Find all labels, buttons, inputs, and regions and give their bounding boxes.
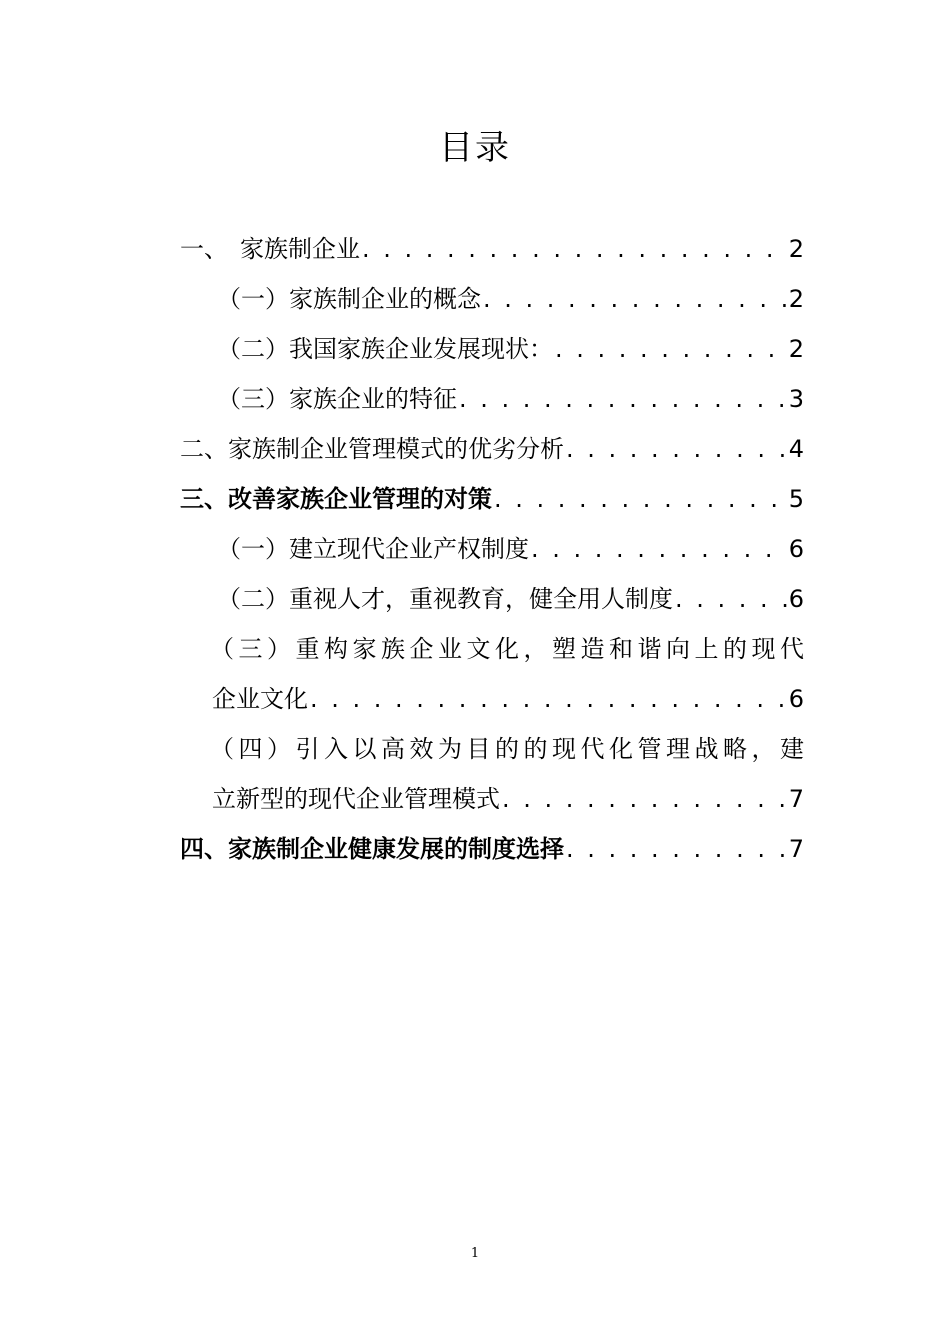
toc-page-number: 7 [788,785,804,813]
toc-label: 二、家族制企业管理模式的优劣分析 [180,435,564,463]
toc-leader-dots [310,674,787,724]
toc-label-line2: 立新型的现代企业管理模式 [212,785,500,813]
toc-entry-3-1[interactable] [180,524,804,574]
toc-entry-1-2[interactable] [180,324,804,374]
toc-label: 四、家族制企业健康发展的制度选择 [180,835,564,863]
toc-leader-dots [502,774,787,824]
page-number: 1 [470,1246,480,1261]
toc-entry-1-1[interactable] [180,274,804,324]
page-title: 目录 [439,128,511,168]
toc-entry-2[interactable] [180,424,804,474]
toc-page-number: 5 [788,485,804,513]
toc-label-line1: （三）重构家族企业文化，塑造和谐向上的现代 [210,635,804,663]
toc-label: （一）建立现代企业产权制度 [217,535,529,563]
toc-entry-1[interactable] [180,224,804,274]
toc-entry-3-3[interactable] [180,624,804,724]
toc-page-number: 6 [788,585,804,613]
toc-entry-1-3[interactable] [180,374,804,424]
toc-page-number: 6 [788,685,804,713]
toc-entry-3[interactable] [180,474,804,524]
toc-leader-dots [362,224,787,274]
toc-label-line1: （四）引入以高效为目的的现代化管理战略，建 [210,735,804,763]
toc-leader-dots [459,374,787,424]
toc-entry-3-4[interactable] [180,724,804,824]
toc-page-number: 6 [788,535,804,563]
toc-label: 一、 家族制企业 [180,235,360,263]
toc-leader-dots [566,424,787,474]
toc-leader-dots [531,524,787,574]
toc-page-number: 2 [788,235,804,263]
toc-page-number: 4 [788,435,804,463]
toc-label: （三）家族企业的特征 [217,385,457,413]
toc-page-number: 3 [788,385,804,413]
toc-page-number: 2 [788,285,804,313]
toc-label: （一）家族制企业的概念 [217,285,481,313]
toc-entry-4[interactable] [180,824,804,874]
toc-leader-dots [675,574,787,624]
toc-leader-dots [555,324,787,374]
toc-label: 三、改善家族企业管理的对策 [180,485,492,513]
toc-leader-dots [494,474,787,524]
toc-page-number: 2 [788,335,804,363]
toc-label-line2: 企业文化 [212,685,308,713]
toc-leader-dots [483,274,787,324]
toc-label: （二）我国家族企业发展现状： [217,335,553,363]
toc-label: （二）重视人才，重视教育，健全用人制度 [217,585,673,613]
table-of-contents [180,224,804,874]
toc-page-number: 7 [788,835,804,863]
toc-leader-dots [566,824,787,874]
toc-entry-3-2[interactable] [180,574,804,624]
